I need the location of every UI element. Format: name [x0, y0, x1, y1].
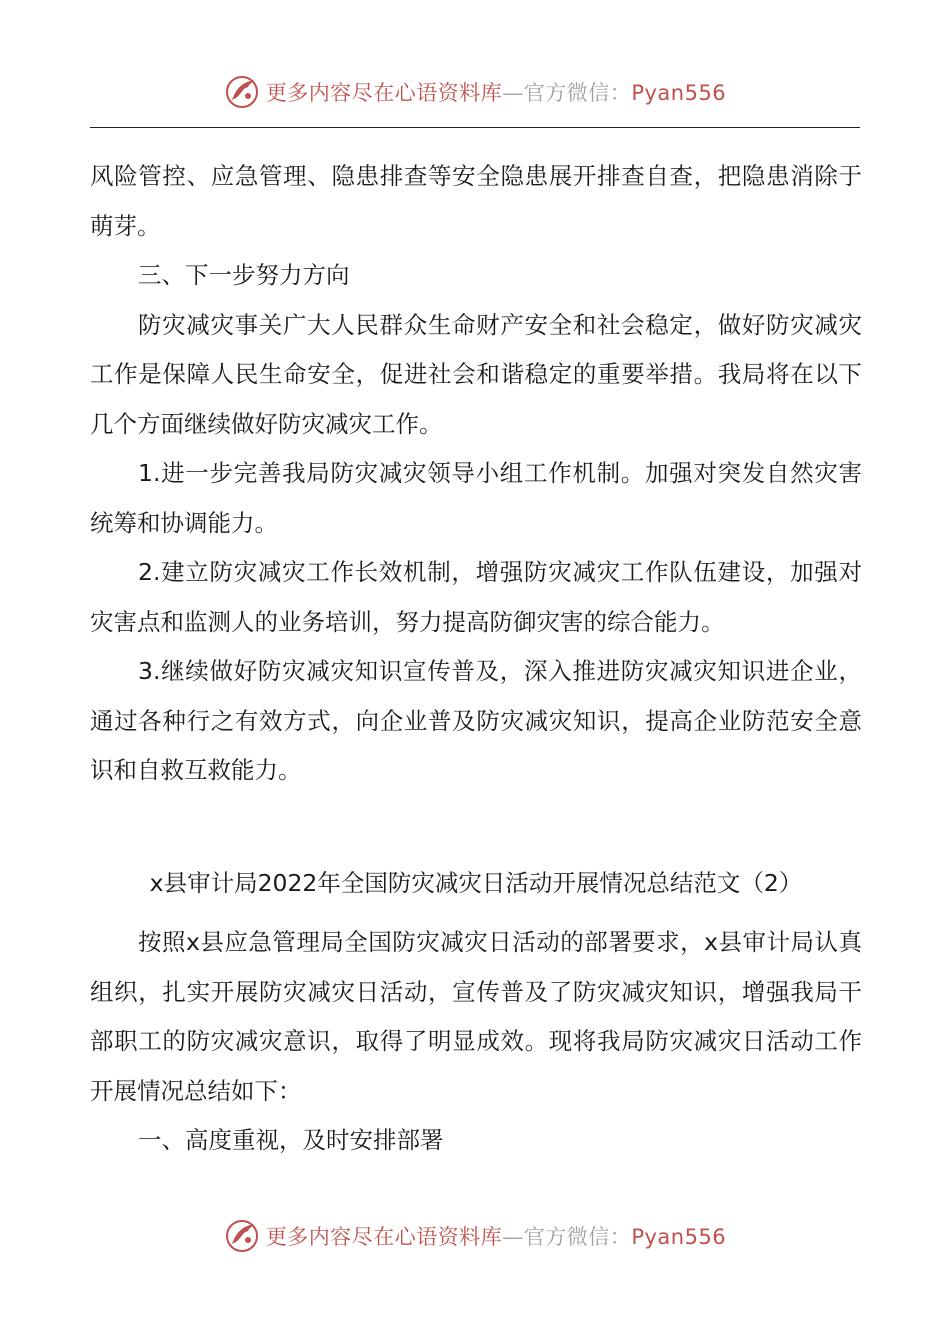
footer-banner-text: [266, 1221, 726, 1251]
paragraph-continuation: 风险管控、应急管理、隐患排查等安全隐患展开排查自查，把隐患消除于萌芽。: [90, 162, 862, 240]
footer-brand-text: 更多内容尽在心语资料库: [265, 1225, 503, 1249]
list-item-1: 1.进一步完善我局防灾减灾领导小组工作机制。加强对突发自然灾害统筹和协调能力。: [90, 459, 862, 537]
footer-banner: [0, 1214, 950, 1258]
paragraph-direction: 防灾减灾事关广大人民群众生命财产安全和社会稳定，做好防灾减灾工作是保障人民生命安全，促进社会和谐稳定的重要举措。我局将在以下几个方面继续做好防灾减灾工作。: [90, 310, 862, 438]
brand-logo-icon: [224, 74, 260, 110]
header-wechat-label: 官方微信：: [523, 81, 632, 105]
header-banner: [0, 70, 950, 114]
list-item-2: 2.建立防灾减灾工作长效机制，增强防灾减灾工作队伍建设，加强对灾害点和监测人的业务培训，努力提高防御灾害的综合能力。: [90, 558, 862, 636]
section-heading-3: 三、下一步努力方向: [138, 261, 350, 289]
header-wechat-id: Pyan556: [631, 81, 727, 105]
header-brand-text: 更多内容尽在心语资料库: [265, 81, 503, 105]
header-separator: —: [502, 81, 524, 105]
footer-wechat-label: 官方微信：: [523, 1225, 632, 1249]
header-divider: [90, 127, 860, 128]
paragraph-intro: 按照x县应急管理局全国防灾减灾日活动的部署要求，x县审计局认真组织，扎实开展防灾减灾日活动，宣传普及了防灾减灾知识，增强我局干部职工的防灾减灾意识，取得了明显成效。现将我局防灾减灾日活动工作开展情况总结如下：: [90, 928, 862, 1105]
section-heading-1: 一、高度重视，及时安排部署: [138, 1126, 444, 1154]
brand-logo-icon: [224, 1218, 260, 1254]
footer-wechat-id: Pyan556: [631, 1225, 727, 1249]
article-title: x县审计局2022年全国防灾减灾日活动开展情况总结范文（2）: [149, 868, 803, 897]
document-body: [90, 152, 862, 1166]
header-banner-text: [266, 77, 726, 107]
footer-separator: —: [502, 1225, 524, 1249]
spacer: [90, 796, 862, 859]
list-item-3: 3.继续做好防灾减灾知识宣传普及，深入推进防灾减灾知识进企业，通过各种行之有效方式，向企业普及防灾减灾知识，提高企业防范安全意识和自救互救能力。: [90, 657, 862, 784]
